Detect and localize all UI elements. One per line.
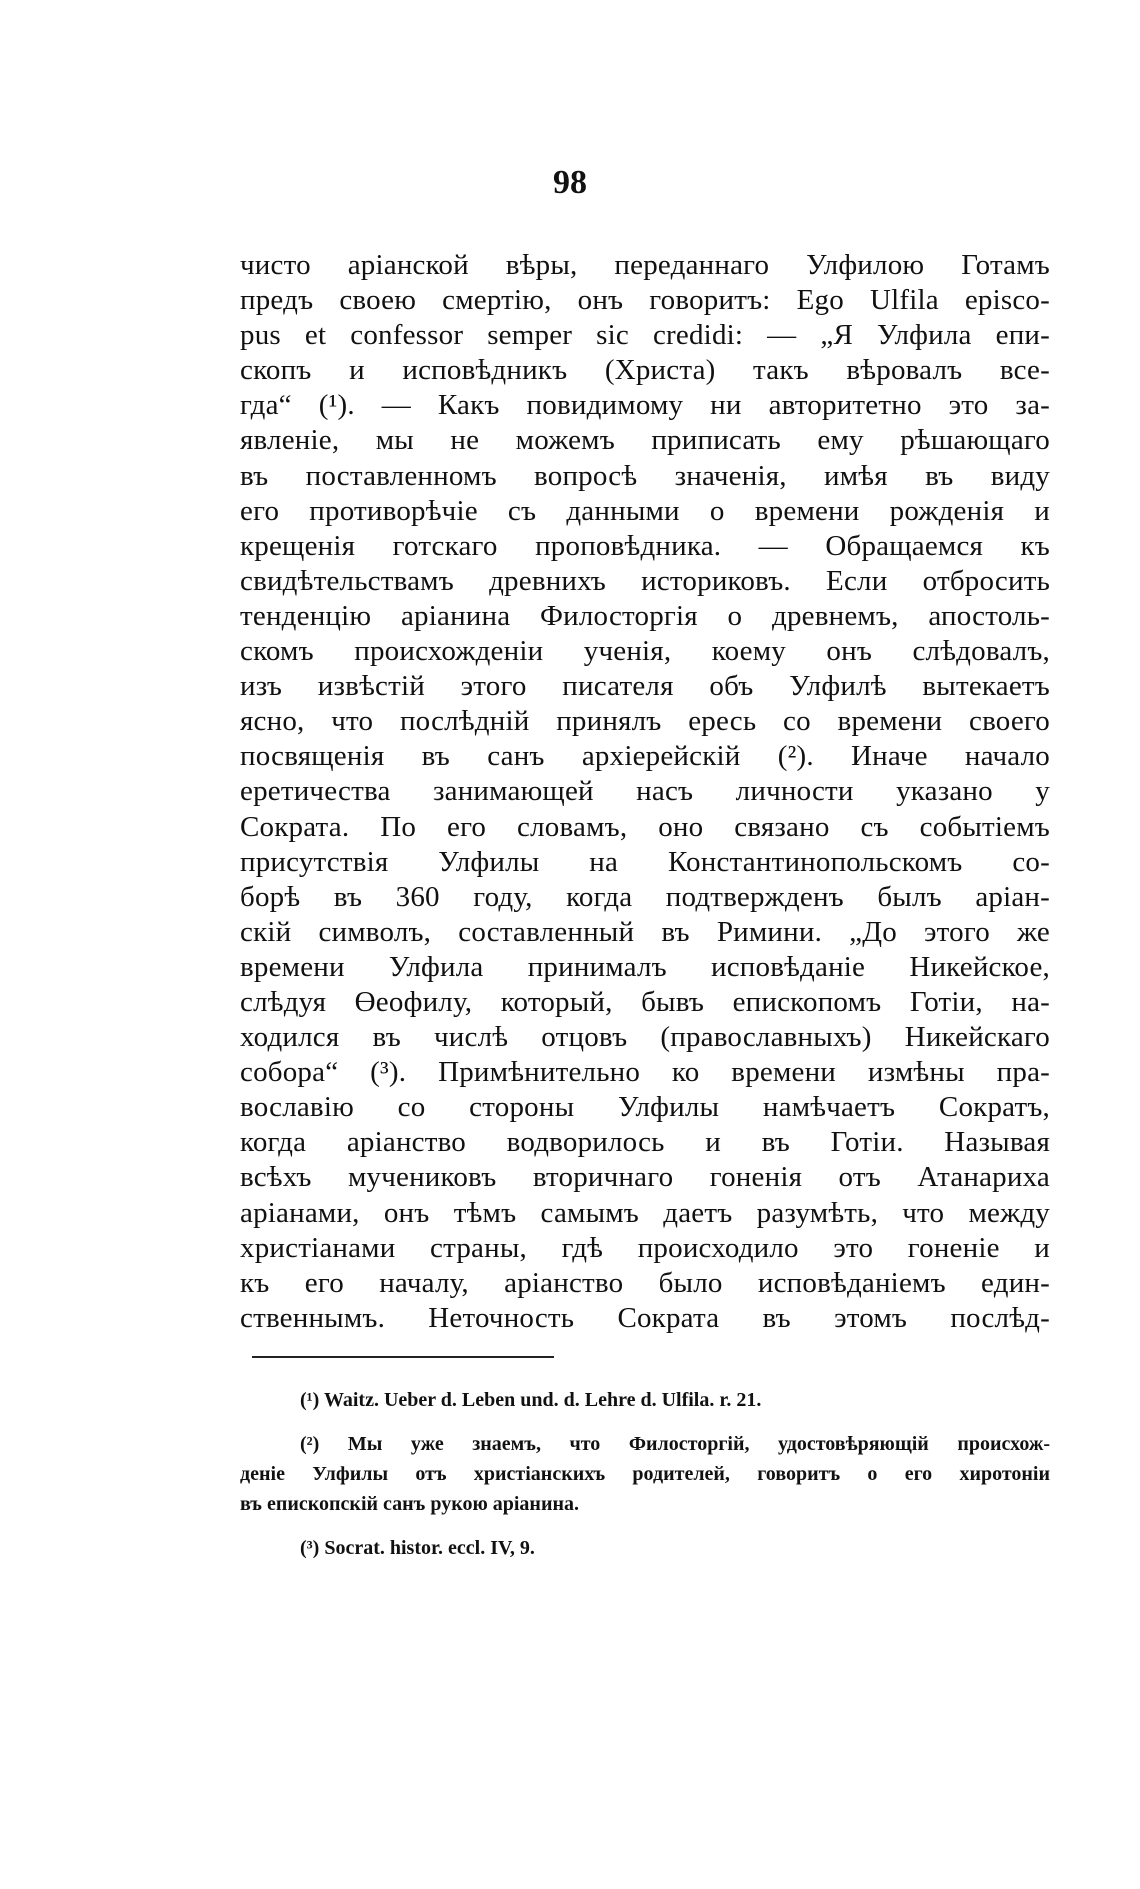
body-line: къ его началу, аріанство было исповѣданіемъ един- [240,1266,1050,1299]
body-line: крещенія готскаго проповѣдника. — Обращаемся къ [240,529,1050,562]
body-line: явленіе, мы не можемъ приписать ему рѣшающаго [240,424,1050,457]
body-line: скомъ происхожденіи ученія, коему онъ слѣдовалъ, [240,635,1050,668]
body-line: чисто аріанской вѣры, переданнаго Улфилою Готамъ [240,249,1050,281]
body-line: слѣдуя Өеофилу, который, бывъ епископомъ Готіи, на- [240,985,1050,1018]
body-line: тенденцію аріанина Филосторгія о древнемъ, апостоль- [240,599,1050,632]
footnote-2-line-1: (²) Мы уже знаемъ, что Филосторгій, удостовѣряющій происхож- [300,1433,1050,1455]
body-line: еретичества занимающей насъ личности указано у [240,775,1050,808]
body-line: свидѣтельствамъ древнихъ историковъ. Если отбросить [240,564,1050,597]
page-number: 98 [553,164,587,201]
body-line: въ поставленномъ вопросѣ значенія, имѣя въ виду [240,459,1050,492]
body-line: ясно, что послѣдній принялъ ересь со времени своего [240,705,1050,738]
body-line: его противорѣчіе съ данными о времени рожденія и [240,494,1050,527]
footnote-divider [252,1356,554,1358]
body-line: христіанами страны, гдѣ происходило это гоненіе и [240,1231,1050,1264]
body-line: когда аріанство водворилось и въ Готіи. Называя [240,1126,1050,1159]
body-line: гда“ (¹). — Какъ повидимому ни авторитетно это за- [240,389,1050,422]
body-line: аріанами, онъ тѣмъ самымъ даетъ разумѣть, что между [240,1196,1050,1229]
footnotes [240,1385,1050,1563]
body-line: присутствія Улфилы на Константинопольскомъ со- [240,845,1050,878]
footnote-2-line-2: деніе Улфилы отъ христіанскихъ родителей, говоритъ о его хиротоніи [240,1463,1050,1485]
body-line: pus et confessor semper sic credidi: — „Я Улфила епи- [240,319,1050,352]
footnote-2-line-3: въ епископскій санъ рукою аріанина. [240,1493,579,1515]
body-line: собора“ (³). Примѣнительно ко времени измѣны пра- [240,1056,1050,1089]
body-text [240,248,1050,1336]
footnote-1: (¹) Waitz. Ueber d. Leben und. d. Lehre d. Ulfila. r. 21. [300,1389,762,1411]
body-line: предъ своею смертію, онъ говоритъ: Ego Ulfila episco- [240,284,1050,317]
body-line: скій символъ, составленный въ Римини. „До этого же [240,915,1050,948]
body-line: ходился въ числѣ отцовъ (православныхъ) Никейскаго [240,1021,1050,1054]
body-line: посвященія въ санъ архіерейскій (²). Иначе начало [240,740,1050,773]
body-line: ственнымъ. Неточность Сократа въ этомъ послѣд- [240,1301,1050,1334]
body-line: изъ извѣстій этого писателя объ Улфилѣ вытекаетъ [240,670,1050,703]
footnote-3: (³) Socrat. histor. eccl. IV, 9. [300,1537,535,1559]
body-line: борѣ въ 360 году, когда подтвержденъ былъ аріан- [240,880,1050,913]
body-line: Сократа. По его словамъ, оно связано съ событіемъ [240,810,1050,843]
body-line: скопъ и исповѣдникъ (Христа) такъ вѣровалъ все- [240,354,1050,387]
body-line: всѣхъ мучениковъ вторичнаго гоненія отъ Атанариха [240,1161,1050,1194]
body-line: вославію со стороны Улфилы намѣчаетъ Сократъ, [240,1091,1050,1124]
body-line: времени Улфила принималъ исповѣданіе Никейское, [240,950,1050,983]
